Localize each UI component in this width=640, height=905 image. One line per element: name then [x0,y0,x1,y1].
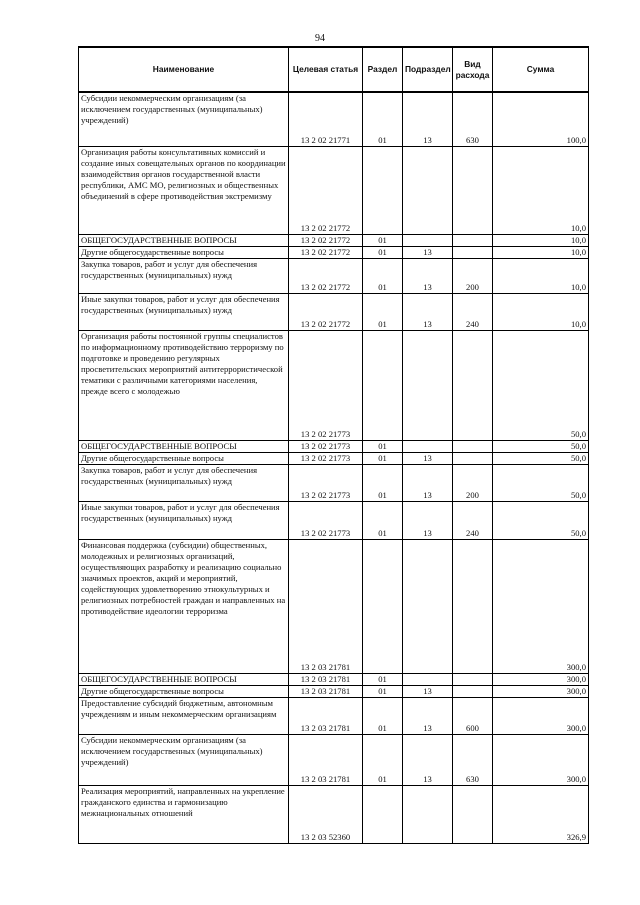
row-sum: 10,0 [493,258,589,293]
row-name: ОБЩЕГОСУДАРСТВЕННЫЕ ВОПРОСЫ [79,440,289,452]
table-row [79,539,589,673]
row-section: 01 [363,501,403,539]
row-sum: 10,0 [493,234,589,246]
row-kind: 630 [453,734,493,785]
row-target: 13 2 03 21781 [289,539,363,673]
row-target: 13 2 02 21772 [289,146,363,234]
header-target: Целевая статья [289,47,363,92]
row-section: 01 [363,697,403,734]
row-target: 13 2 03 21781 [289,685,363,697]
row-subsection: 13 [403,685,453,697]
row-name: Организация работы консультативных комиссий и создание иных совещательных органов по координации взаимодействия органов государственной власти республики, АМС МО, религиозных и общественных объединений в сфере противодействия экстремизму [79,146,289,234]
row-name: Предоставление субсидий бюджетным, автономным учреждениям и иным некоммерческим организациям [79,697,289,734]
row-section: 01 [363,258,403,293]
table-row [79,673,589,685]
table-row [79,258,589,293]
table-row [79,330,589,440]
row-subsection [403,234,453,246]
row-kind [453,673,493,685]
row-name: Организация работы постоянной группы специалистов по информационному противодействию терроризму по подготовке и проведению регулярных просветительских мероприятий антитеррористической тематики с различными категориями населения, прежде всего с молодежью [79,330,289,440]
row-sum: 100,0 [493,92,589,146]
budget-table [78,46,589,844]
row-name: Иные закупки товаров, работ и услуг для обеспечения государственных (муниципальных) нужд [79,501,289,539]
row-sum: 50,0 [493,464,589,501]
table-row [79,785,589,843]
row-target: 13 2 02 21773 [289,501,363,539]
row-section [363,146,403,234]
row-name: Другие общегосударственные вопросы [79,246,289,258]
row-kind: 630 [453,92,493,146]
row-kind: 600 [453,697,493,734]
row-kind [453,330,493,440]
page-number: 94 [315,33,325,44]
table-row [79,234,589,246]
row-subsection: 13 [403,92,453,146]
row-section: 01 [363,685,403,697]
row-kind [453,452,493,464]
row-sum: 50,0 [493,452,589,464]
row-target: 13 2 02 21773 [289,464,363,501]
row-sum: 50,0 [493,440,589,452]
row-target: 13 2 02 21773 [289,330,363,440]
row-name: Другие общегосударственные вопросы [79,685,289,697]
row-target: 13 2 02 21773 [289,452,363,464]
row-subsection [403,673,453,685]
row-section: 01 [363,440,403,452]
row-kind: 200 [453,464,493,501]
row-section [363,539,403,673]
table-row [79,697,589,734]
row-target: 13 2 02 21772 [289,258,363,293]
row-subsection [403,539,453,673]
row-kind [453,785,493,843]
table-header-row [79,47,589,92]
row-sum: 10,0 [493,146,589,234]
row-section: 01 [363,464,403,501]
row-subsection: 13 [403,258,453,293]
row-name: Иные закупки товаров, работ и услуг для обеспечения государственных (муниципальных) нужд [79,293,289,330]
header-sum: Сумма [493,47,589,92]
table-row [79,246,589,258]
row-name: ОБЩЕГОСУДАРСТВЕННЫЕ ВОПРОСЫ [79,673,289,685]
row-sum: 326,9 [493,785,589,843]
table-row [79,92,589,146]
table-row [79,685,589,697]
table-row [79,146,589,234]
row-kind [453,685,493,697]
table-row [79,440,589,452]
row-name: Реализация мероприятий, направленных на укрепление гражданского единства и гармонизацию межнациональных отношений [79,785,289,843]
row-subsection: 13 [403,501,453,539]
table-row [79,734,589,785]
row-subsection: 13 [403,734,453,785]
row-target: 13 2 02 21772 [289,234,363,246]
row-subsection: 13 [403,452,453,464]
row-kind [453,440,493,452]
row-subsection: 13 [403,464,453,501]
row-name: Субсидии некоммерческим организациям (за исключением государственных (муниципальных) учреждений) [79,734,289,785]
row-kind [453,539,493,673]
row-name: Финансовая поддержка (субсидии) общественных, молодежных и религиозных организаций, осуществляющих разработку и реализацию социально значимых проектов, акций и мероприятий, содействующих удовлетворению этнокультурных и религиозных потребностей граждан и направленных на противодействие идеологии терроризма [79,539,289,673]
row-section: 01 [363,452,403,464]
row-name: ОБЩЕГОСУДАРСТВЕННЫЕ ВОПРОСЫ [79,234,289,246]
header-kind: Вид расхода [453,47,493,92]
row-sum: 10,0 [493,246,589,258]
header-subsection: Подраздел [403,47,453,92]
table-body [79,92,589,843]
row-kind: 240 [453,501,493,539]
row-subsection [403,785,453,843]
row-subsection: 13 [403,293,453,330]
header-section: Раздел [363,47,403,92]
row-sum: 50,0 [493,501,589,539]
row-sum: 300,0 [493,734,589,785]
row-target: 13 2 02 21772 [289,293,363,330]
row-subsection [403,330,453,440]
row-target: 13 2 03 21781 [289,673,363,685]
row-kind: 200 [453,258,493,293]
row-name: Закупка товаров, работ и услуг для обеспечения государственных (муниципальных) нужд [79,464,289,501]
header-name: Наименование [79,47,289,92]
row-name: Субсидии некоммерческим организациям (за исключением государственных (муниципальных) учреждений) [79,92,289,146]
row-sum: 10,0 [493,293,589,330]
row-name: Закупка товаров, работ и услуг для обеспечения государственных (муниципальных) нужд [79,258,289,293]
table-row [79,464,589,501]
row-target: 13 2 03 21781 [289,697,363,734]
table-row [79,293,589,330]
row-target: 13 2 03 52360 [289,785,363,843]
row-target: 13 2 03 21781 [289,734,363,785]
row-subsection: 13 [403,697,453,734]
row-section: 01 [363,734,403,785]
row-target: 13 2 02 21773 [289,440,363,452]
row-sum: 300,0 [493,685,589,697]
table-row [79,501,589,539]
row-subsection [403,440,453,452]
row-subsection: 13 [403,246,453,258]
row-target: 13 2 02 21772 [289,246,363,258]
row-target: 13 2 02 21771 [289,92,363,146]
row-section [363,330,403,440]
row-kind: 240 [453,293,493,330]
row-section: 01 [363,234,403,246]
row-section: 01 [363,293,403,330]
row-section: 01 [363,246,403,258]
row-sum: 300,0 [493,673,589,685]
row-kind [453,146,493,234]
row-section [363,785,403,843]
row-kind [453,246,493,258]
row-sum: 50,0 [493,330,589,440]
row-subsection [403,146,453,234]
row-name: Другие общегосударственные вопросы [79,452,289,464]
table-row [79,452,589,464]
row-sum: 300,0 [493,697,589,734]
row-kind [453,234,493,246]
row-section: 01 [363,92,403,146]
row-section: 01 [363,673,403,685]
row-sum: 300,0 [493,539,589,673]
